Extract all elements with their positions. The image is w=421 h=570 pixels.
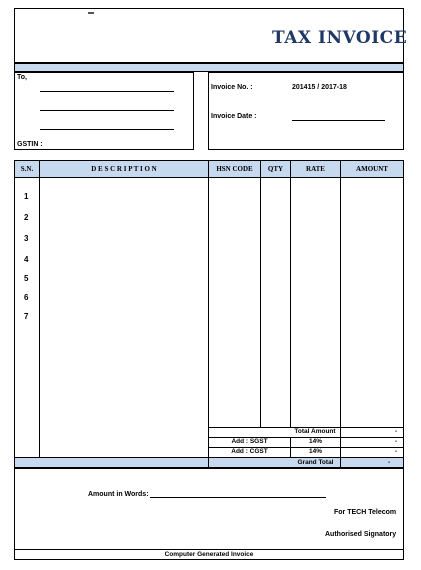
sgst-label: Add : SGST (231, 438, 268, 445)
divider-grand-2 (340, 457, 341, 468)
sgst-value: - (395, 438, 398, 445)
row-number-3: 3 (24, 234, 29, 243)
to-label: To, (17, 74, 27, 81)
invoice-no-value: 201415 / 2017-18 (292, 84, 347, 91)
logo-mark (88, 12, 94, 14)
footer-note: Computer Generated Invoice (164, 551, 254, 558)
gstin-label: GSTIN : (17, 141, 43, 148)
table-header-divider (15, 177, 403, 178)
divider-hsn (260, 161, 261, 427)
divider-grand-1 (208, 457, 209, 468)
col-description: D E S C R I P T I O N (91, 165, 157, 173)
col-amount: AMOUNT (356, 165, 388, 173)
divider-sn (39, 161, 40, 457)
items-table (14, 160, 404, 468)
invoice-date-label: Invoice Date : (211, 113, 257, 120)
col-rate: RATE (306, 165, 325, 173)
address-line-2 (40, 110, 174, 111)
row-number-1: 1 (24, 192, 29, 201)
amount-in-words-line (150, 497, 326, 498)
customer-box (14, 72, 194, 150)
invoice-date-line (292, 120, 385, 121)
col-qty: QTY (267, 165, 284, 173)
address-line-1 (40, 91, 174, 92)
divider-qty (290, 161, 291, 427)
grand-total-row (14, 457, 404, 468)
cgst-rate: 14% (308, 448, 322, 455)
cgst-value: - (395, 448, 398, 455)
sgst-rate: 14% (308, 438, 322, 445)
row-number-4: 4 (24, 255, 29, 264)
invoice-title: TAX INVOICE (272, 28, 408, 48)
cgst-label: Add : CGST (231, 448, 268, 455)
signatory-label: Authorised Signatory (325, 531, 397, 538)
grand-total-value: - (388, 459, 391, 466)
total-amount-value: - (395, 428, 398, 435)
company-label: For TECH Telecom (334, 509, 397, 516)
header-band (14, 63, 404, 72)
row-number-2: 2 (24, 213, 29, 222)
row-number-5: 5 (24, 274, 29, 283)
invoice-no-label: Invoice No. : (211, 84, 253, 91)
col-sn: S.N. (20, 165, 34, 173)
grand-total-label: Grand Total (297, 459, 334, 466)
row-number-6: 6 (24, 293, 29, 302)
total-amount-label: Total Amount (294, 428, 336, 435)
divider-rate (340, 161, 341, 467)
amount-in-words-label: Amount in Words: (88, 491, 149, 498)
row-number-7: 7 (24, 312, 29, 321)
col-hsn-code: HSN CODE (216, 165, 253, 173)
address-line-3 (40, 129, 174, 130)
divider-description (208, 161, 209, 467)
